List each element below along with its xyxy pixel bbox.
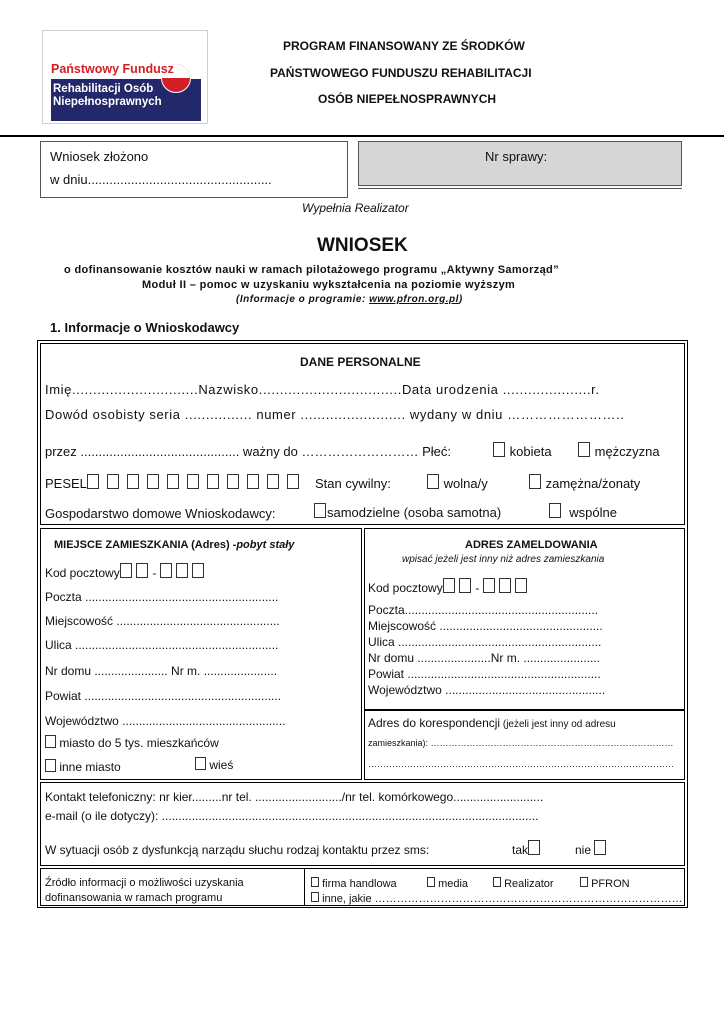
marital-single-option[interactable]: wolna/y [427, 474, 488, 491]
registration-house-field[interactable]: Nr domu ......................Nr m. ....................... [368, 651, 601, 665]
checkbox[interactable] [459, 578, 471, 593]
program-info: (Informacje o programie: www.pfron.org.pl) [236, 294, 463, 305]
sms-yes-option[interactable]: tak [512, 840, 541, 857]
checkbox[interactable] [160, 563, 172, 578]
form-title: WNIOSEK [317, 235, 408, 256]
checkbox[interactable] [127, 474, 139, 489]
case-number-label: Nr sprawy: [485, 149, 548, 164]
checkbox[interactable] [45, 735, 56, 748]
program-info-link[interactable]: www.pfron.org.pl [369, 294, 459, 305]
section-1-heading: 1. Informacje o Wnioskodawcy [50, 320, 240, 335]
marital-married-option[interactable]: zamężna/żonaty [529, 474, 640, 491]
gender-male-option[interactable]: mężczyzna [578, 442, 660, 459]
id-document-line[interactable]: Dowód osobisty seria ................ numer ......................... wydany w dniu …………………….. [45, 407, 625, 422]
source-other-option[interactable]: inne, jakie ………………………………………………………………………… [311, 892, 683, 905]
form-subtitle-1: o dofinansowanie kosztów nauki w ramach pilotażowego programu „Aktywny Samorząd” [64, 264, 559, 276]
checkbox[interactable] [529, 474, 541, 489]
registration-street-field[interactable]: Ulica ............................................................. [368, 635, 602, 649]
source-pfron-option[interactable]: PFRON [580, 877, 630, 890]
residence-post-field[interactable]: Poczta .......................................................... [45, 590, 279, 604]
residence-heading: MIEJSCE ZAMIESZKANIA (Adres) -pobyt stały [54, 539, 295, 551]
checkbox[interactable] [195, 757, 206, 770]
residence-house-field[interactable]: Nr domu ...................... Nr m. ...................... [45, 664, 278, 678]
submitted-label: Wniosek złożono [50, 149, 149, 164]
checkbox[interactable] [227, 474, 239, 489]
checkbox[interactable] [311, 877, 319, 887]
issued-by-line[interactable]: przez ............................................ ważny do ……………………… Płeć: [45, 444, 451, 459]
checkbox[interactable] [443, 578, 455, 593]
registration-post-field[interactable]: Poczta.......................................................... [368, 603, 599, 617]
registration-locality-field[interactable]: Miejscowość ................................................. [368, 619, 603, 633]
checkbox[interactable] [192, 563, 204, 578]
header-line-2: PAŃSTWOWEGO FUNDUSZU REHABILITACJI [270, 66, 532, 80]
household-shared-option[interactable]: wspólne [549, 503, 617, 520]
registration-district-field[interactable]: Powiat .......................................................... [368, 667, 601, 681]
case-number-underline [358, 188, 682, 189]
checkbox[interactable] [427, 877, 435, 887]
checkbox[interactable] [580, 877, 588, 887]
checkbox[interactable] [187, 474, 199, 489]
male-checkbox[interactable] [578, 442, 590, 457]
town-other-option[interactable]: inne miasto [45, 759, 121, 774]
checkbox[interactable] [549, 503, 561, 518]
residence-street-field[interactable]: Ulica ............................................................. [45, 638, 279, 652]
email-field[interactable]: e-mail (o ile dotyczy): ................................................................................................................. [45, 809, 539, 823]
household-alone-option[interactable]: samodzielne (osoba samotna) [314, 503, 501, 520]
town-small-option[interactable]: miasto do 5 tys. mieszkańców [45, 735, 219, 750]
residence-district-field[interactable]: Powiat ........................................................... [45, 689, 282, 703]
submitted-date-field[interactable]: w dniu................................................... [50, 172, 272, 187]
phone-field[interactable]: Kontakt telefoniczny: nr kier.........nr tel. ........................../nr tel. komórkowego........................... [45, 790, 544, 804]
header-line-1: PROGRAM FINANSOWANY ZE ŚRODKÓW [283, 39, 525, 53]
checkbox[interactable] [528, 840, 540, 855]
pfron-logo [42, 30, 208, 124]
pesel-field[interactable]: PESEL [45, 474, 300, 491]
registration-postal-code[interactable]: Kod pocztowy - [368, 578, 528, 595]
checkbox[interactable] [120, 563, 132, 578]
source-commercial-option[interactable]: firma handlowa [311, 877, 397, 890]
checkbox[interactable] [147, 474, 159, 489]
sms-contact-label: W sytuacji osób z dysfunkcją narządu słuchu rodzaj kontaktu przez sms: [45, 843, 430, 857]
source-realizator-option[interactable]: Realizator [493, 877, 554, 890]
checkbox[interactable] [499, 578, 511, 593]
checkbox[interactable] [427, 474, 439, 489]
checkbox[interactable] [176, 563, 188, 578]
correspondence-label: Adres do korespondencji (jeżeli jest inny od adresu [368, 716, 616, 730]
checkbox[interactable] [594, 840, 606, 855]
correspondence-line-1[interactable]: zamieszkania): ……………………………………………………………………… [368, 738, 674, 748]
checkbox[interactable] [287, 474, 299, 489]
filled-by-note: Wypełnia Realizator [302, 201, 409, 215]
personal-data-box [40, 343, 685, 525]
source-media-option[interactable]: media [427, 877, 468, 890]
checkbox[interactable] [493, 877, 501, 887]
residence-locality-field[interactable]: Miejscowość ................................................. [45, 614, 280, 628]
female-checkbox[interactable] [493, 442, 505, 457]
checkbox[interactable] [515, 578, 527, 593]
gender-female-option[interactable]: kobieta [493, 442, 552, 459]
residence-voivodeship-field[interactable]: Województwo ................................................. [45, 714, 286, 728]
sms-no-option[interactable]: nie [575, 840, 607, 857]
registration-voivodeship-field[interactable]: Województwo ................................................ [368, 683, 606, 697]
checkbox[interactable] [483, 578, 495, 593]
checkbox[interactable] [87, 474, 99, 489]
registration-heading: ADRES ZAMELDOWANIA [465, 539, 598, 551]
correspondence-line-2[interactable]: ………………………………………………………………………………………… [368, 759, 674, 769]
village-option[interactable]: wieś [195, 757, 233, 772]
personal-heading: DANE PERSONALNE [300, 355, 421, 369]
marital-status-label: Stan cywilny: [315, 476, 391, 491]
checkbox[interactable] [45, 759, 56, 772]
source-label-1: Źródło informacji o możliwości uzyskania [45, 877, 244, 889]
checkbox[interactable] [107, 474, 119, 489]
checkbox[interactable] [314, 503, 326, 518]
registration-note: wpisać jeżeli jest inny niż adres zamieszkania [402, 554, 605, 565]
checkbox[interactable] [311, 892, 319, 902]
checkbox[interactable] [167, 474, 179, 489]
checkbox[interactable] [207, 474, 219, 489]
name-birthdate-line[interactable]: Imię..............................Nazwisko..................................Data urodzenia .....................r. [45, 382, 600, 397]
header-line-3: OSÓB NIEPEŁNOSPRAWNYCH [318, 92, 497, 106]
checkbox[interactable] [136, 563, 148, 578]
residence-postal-code[interactable]: Kod pocztowy - [45, 563, 205, 580]
logo-text: Rehabilitacji Osób Niepełnosprawnych [53, 83, 162, 108]
form-subtitle-2: Moduł II – pomoc w uzyskaniu wykształcenia na poziomie wyższym [142, 279, 516, 291]
household-label: Gospodarstwo domowe Wnioskodawcy: [45, 506, 276, 521]
checkbox[interactable] [267, 474, 279, 489]
logo-line-1: Państwowy Fundusz [51, 62, 174, 76]
checkbox[interactable] [247, 474, 259, 489]
header-rule [0, 135, 724, 137]
source-label-2: dofinansowania w ramach programu [45, 892, 223, 904]
